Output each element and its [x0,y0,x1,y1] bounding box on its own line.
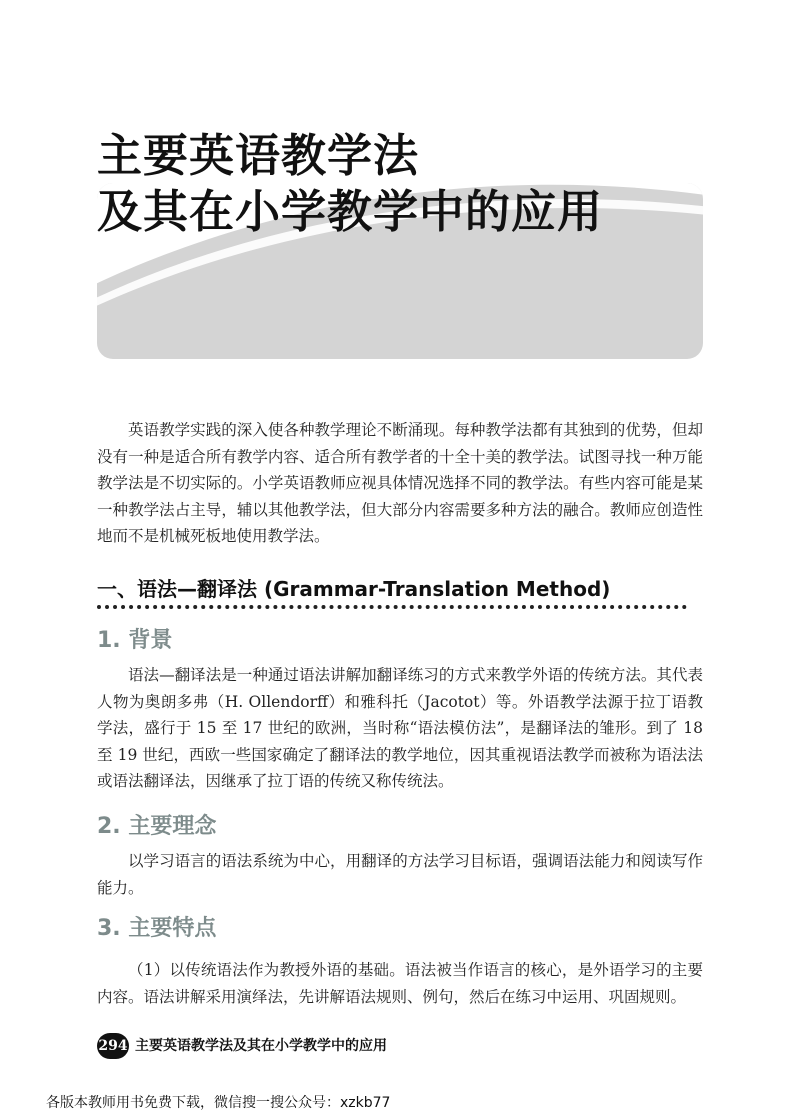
dotted-underline [97,605,687,609]
section-heading-text: 一、语法—翻译法 (Grammar-Translation Method) [97,577,611,601]
paragraph-features: （1）以传统语法作为教授外语的基础。语法被当作语言的核心，是外语学习的主要内容。语法讲解采用演绎法，先讲解语法规则、例句，然后在练习中运用、巩固规则。 [97,961,703,1006]
paragraph-concept: 以学习语言的语法系统为中心，用翻译的方法学习目标语，强调语法能力和阅读写作能力。 [97,852,703,897]
title-line-2: 及其在小学教学中的应用 [97,185,604,238]
section-heading [97,573,687,609]
running-title: 主要英语教学法及其在小学教学中的应用 [135,1038,387,1054]
page-title [97,128,603,240]
intro-paragraph: 英语教学实践的深入使各种教学理论不断涌现。每种教学法都有其独到的优势，但却没有一种是适合所有教学内容、适合所有教学者的十全十美的教学法。试图寻找一种万能教学法是不切实际的。小学英语教师应视具体情况选择不同的教学法。有些内容可能是某一种教学法占主导，辅以其他教学法，但大部分内容需要多种方法的融合。教师应创造性地而不是机械死板地使用教学法。 [97,421,703,546]
title-line-1: 主要英语教学法 [97,129,420,182]
page-number-badge: 294 [97,1033,129,1059]
subsection-title-background: 1. 背景 [97,628,173,653]
subsection-title-features: 3. 主要特点 [97,916,217,941]
subsection-title-concept: 2. 主要理念 [97,814,217,839]
paragraph-background: 语法—翻译法是一种通过语法讲解加翻译练习的方式来教学外语的传统方法。其代表人物为奥朗多弗（H. Ollendorff）和雅科托（Jacotot）等。外语教学法源于拉丁语教学法，盛行于 15 至 17 世纪的欧洲，当时称“语法模仿法”，是翻译法的雏形。到了 18 至 19 世纪，西欧一些国家确定了翻译法的教学地位，因其重视语法教学而被称为语法法或语法翻译法，因继承了拉丁语的传统又称传统法。 [97,666,703,791]
download-notice: 各版本教师用书免费下载，微信搜一搜公众号：xzkb77 [46,1095,391,1111]
